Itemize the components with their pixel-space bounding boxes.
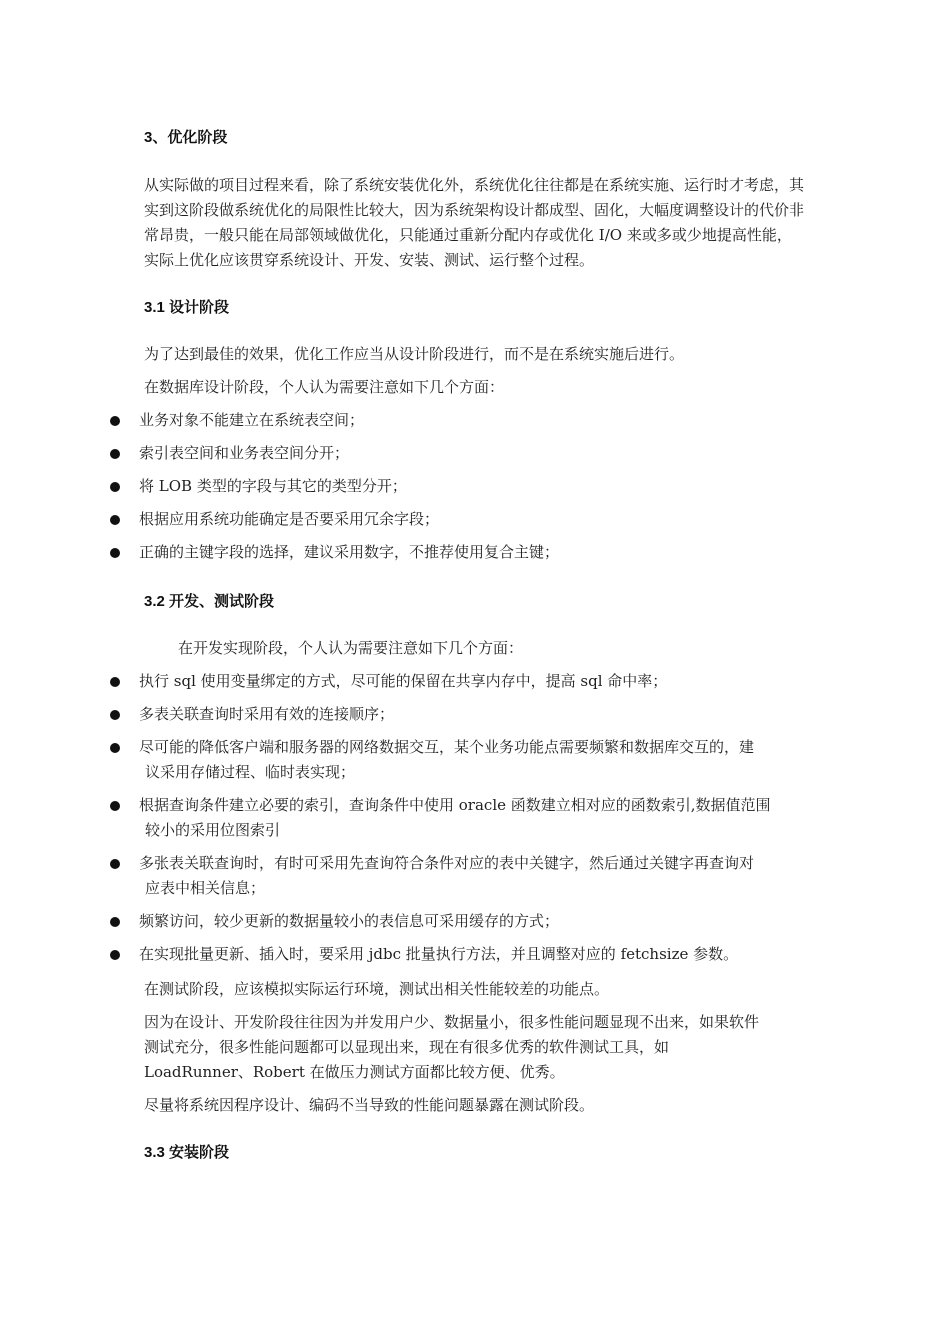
list-item-text: 业务对象不能建立在系统表空间； [139, 411, 365, 429]
list-item [110, 669, 810, 694]
list-item-text: 正确的主键字段的选择，建议采用数字，不推荐使用复合主键； [139, 543, 560, 561]
list-item [110, 851, 810, 901]
list-item-text: 在实现批量更新、插入时，要采用 jdbc 批量执行方法，并且调整对应的 fetchsize 参数。 [139, 945, 739, 963]
list-item [110, 909, 810, 934]
section-3-2-paragraph-3 [144, 1010, 804, 1085]
section-3-2-paragraph-1: 在开发实现阶段，个人认为需要注意如下几个方面： [178, 639, 524, 657]
list-item [110, 793, 810, 843]
section-3-3-heading: 3.3 安装阶段 [144, 1144, 230, 1161]
bullet-icon [110, 482, 120, 492]
list-item [110, 735, 810, 785]
section-3-heading: 3、优化阶段 [144, 129, 228, 146]
section-3-paragraph: 从实际做的项目过程来看，除了系统安装优化外，系统优化往往都是在系统实施、运行时才考虑，其实到这阶段做系统优化的局限性比较大，因为系统架构设计都成型、固化，大幅度调整设计的代价非常昂贵，一般只能在局部领域做优化，只能通过重新分配内存或优化 I/O 来或多或少地提高性能，实际上优化应该贯穿系统设计、开发、安装、测试、运行整个过程。 [144, 176, 805, 269]
bullet-icon [110, 743, 120, 753]
bullet-icon [110, 917, 120, 927]
list-item-text: 尽可能的降低客户端和服务器的网络数据交互，某个业务功能点需要频繁和数据库交互的，建 [139, 738, 755, 756]
list-item [110, 942, 810, 967]
list-item-text: 根据应用系统功能确定是否要采用冗余字段； [139, 510, 440, 528]
list-item [110, 507, 810, 532]
bullet-icon [110, 950, 120, 960]
bullet-icon [110, 859, 120, 869]
list-item [110, 702, 810, 727]
bullet-icon [110, 801, 120, 811]
list-item [110, 540, 810, 565]
section-3-1-paragraph-2: 在数据库设计阶段，个人认为需要注意如下几个方面： [144, 378, 505, 396]
section-3-2-heading: 3.2 开发、测试阶段 [144, 593, 275, 610]
list-item-text: 执行 sql 使用变量绑定的方式，尽可能的保留在共享内存中，提高 sql 命中率； [139, 672, 668, 690]
list-item-continuation: 议采用存储过程、临时表实现； [145, 763, 356, 781]
section-3-1-paragraph-1: 为了达到最佳的效果，优化工作应当从设计阶段进行，而不是在系统实施后进行。 [144, 345, 685, 363]
list-item-text: 多张表关联查询时，有时可采用先查询符合条件对应的表中关键字，然后通过关键字再查询对 [139, 854, 755, 872]
list-item-continuation: 较小的采用位图索引 [145, 821, 281, 839]
list-item-text: 索引表空间和业务表空间分开； [139, 444, 350, 462]
bullet-icon [110, 710, 120, 720]
paragraph-line: 测试充分，很多性能问题都可以显现出来，现在有很多优秀的软件测试工具，如 [144, 1038, 670, 1056]
list-item-text: 多表关联查询时采用有效的连接顺序； [139, 705, 395, 723]
list-item [110, 408, 810, 433]
list-item [110, 474, 810, 499]
bullet-icon [110, 548, 120, 558]
list-item [110, 441, 810, 466]
list-item-text: 将 LOB 类型的字段与其它的类型分开； [139, 477, 407, 495]
list-item-text: 根据查询条件建立必要的索引，查询条件中使用 oracle 函数建立相对应的函数索引,数据值范围 [139, 796, 771, 814]
bullet-icon [110, 677, 120, 687]
paragraph-line: 因为在设计、开发阶段往往因为并发用户少、数据量小，很多性能问题显现不出来，如果软件 [144, 1013, 760, 1031]
section-3-2-paragraph-4: 尽量将系统因程序设计、编码不当导致的性能问题暴露在测试阶段。 [144, 1096, 595, 1114]
bullet-icon [110, 515, 120, 525]
paragraph-line: LoadRunner、Robert 在做压力测试方面都比较方便、优秀。 [144, 1063, 565, 1081]
bullet-icon [110, 449, 120, 459]
list-item-continuation: 应表中相关信息； [145, 879, 266, 897]
section-3-2-paragraph-2: 在测试阶段，应该模拟实际运行环境，测试出相关性能较差的功能点。 [144, 980, 610, 998]
list-item-text: 频繁访问，较少更新的数据量较小的表信息可采用缓存的方式； [139, 912, 560, 930]
section-3-1-heading: 3.1 设计阶段 [144, 299, 230, 316]
bullet-icon [110, 416, 120, 426]
